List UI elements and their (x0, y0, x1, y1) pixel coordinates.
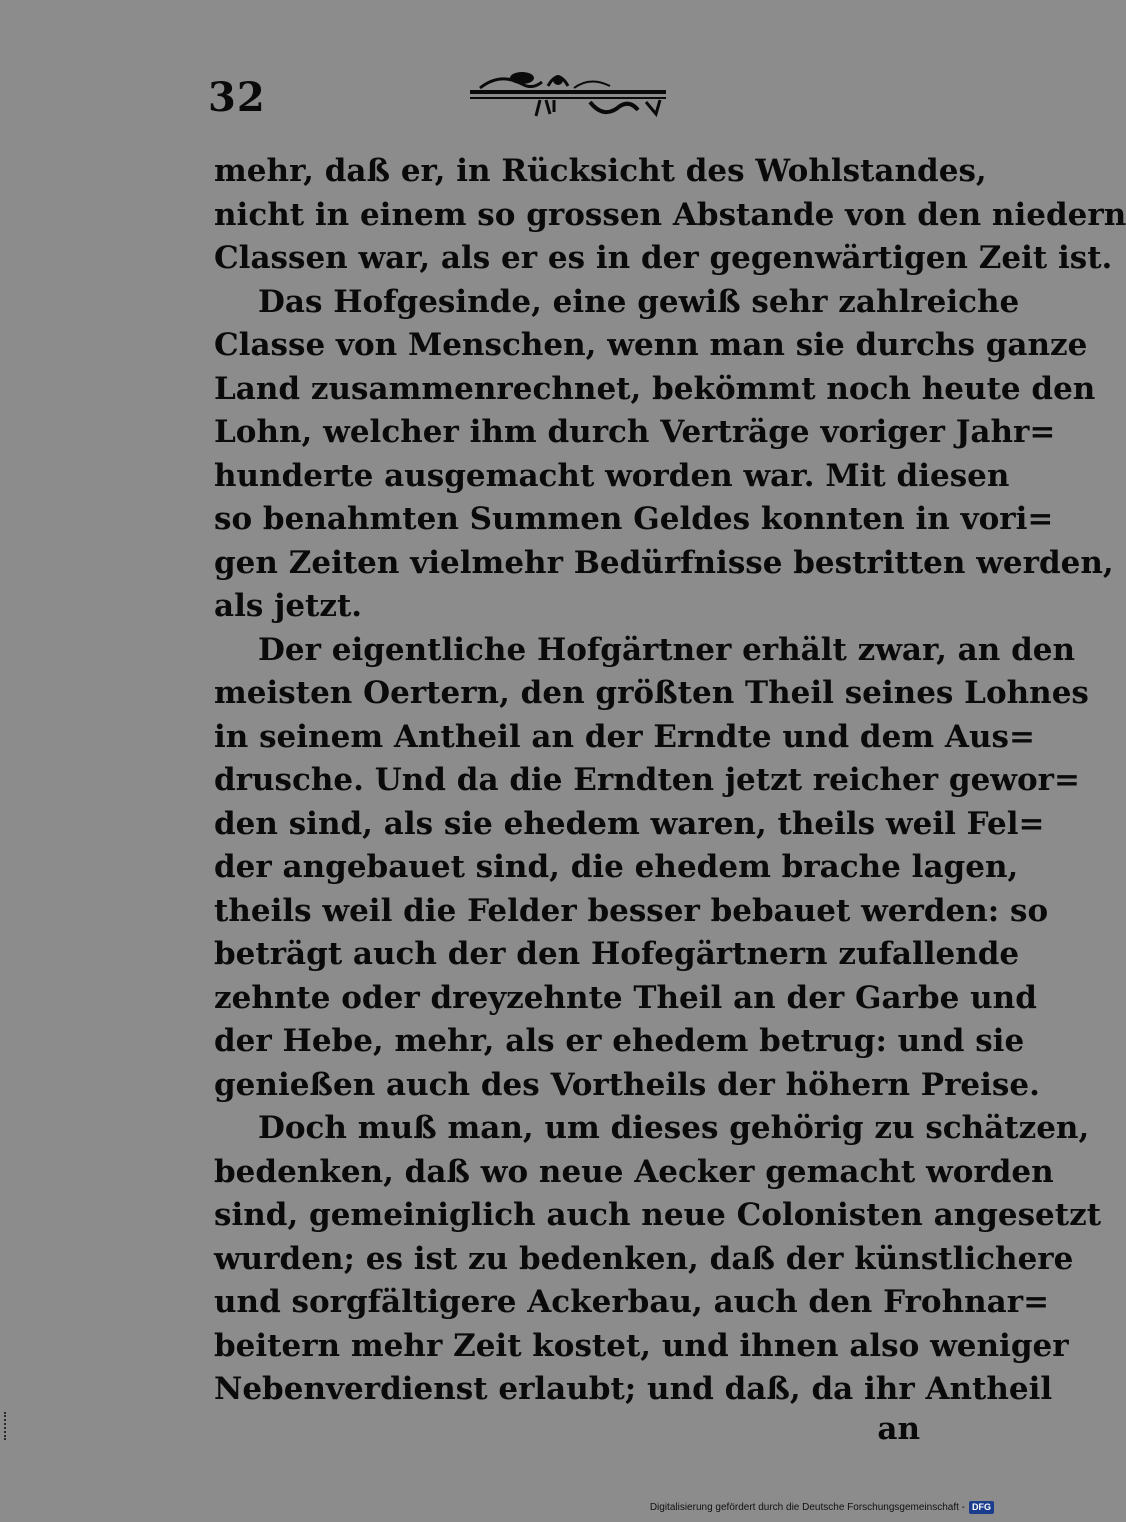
ornament-icon (470, 66, 666, 126)
text-line: beträgt auch der den Hofegärtnern zufallende (214, 936, 1020, 972)
page-header (208, 62, 920, 132)
text-line: der angebauet sind, die ehedem brache lagen, (214, 849, 1019, 885)
text-line: Land zusammenrechnet, bekömmt noch heute den (214, 370, 1096, 407)
text-line: bedenken, daß wo neue Aecker gemacht worden (214, 1153, 1054, 1190)
text-line: den sind, als sie ehedem waren, theils weil Fel= (214, 805, 1045, 842)
page-text (214, 150, 1126, 1412)
text-line: wurden; es ist zu bedenken, daß der künstlichere (214, 1240, 1074, 1277)
text-line: in seinem Antheil an der Erndte und dem Aus= (214, 718, 1035, 755)
footer-credit: Digitalisierung gefördert durch die Deutsche Forschungsgemeinschaft - (649, 1501, 965, 1513)
text-line: nicht in einem so grossen Abstande von den niedern (214, 196, 1126, 233)
text-line: beitern mehr Zeit kostet, und ihnen also weniger (214, 1327, 1069, 1364)
footer (650, 1500, 994, 1514)
text-line: Nebenverdienst erlaubt; und daß, da ihr Antheil (214, 1371, 1053, 1407)
dfg-logo: DFG (969, 1501, 994, 1514)
text-line: Das Hofgesinde, eine gewiß sehr zahlreiche (258, 283, 1020, 320)
text-line: genießen auch des Vortheils der höhern Preise. (214, 1066, 1040, 1103)
text-line: der Hebe, mehr, als er ehedem betrug: und sie (214, 1023, 1025, 1059)
text-line: Der eigentliche Hofgärtner erhält zwar, an den (258, 631, 1076, 668)
text-line: meisten Oertern, den größten Theil seines Lohnes (214, 675, 1089, 711)
text-line: mehr, daß er, in Rücksicht des Wohlstandes, (214, 153, 987, 189)
page-number: 32 (208, 74, 266, 121)
text-line: und sorgfältigere Ackerbau, auch den Frohnar= (214, 1284, 1050, 1320)
text-line: gen Zeiten vielmehr Bedürfnisse bestritten werden, (214, 544, 1114, 581)
text-line: theils weil die Felder besser bebauet werden: so (214, 892, 1049, 929)
catchword: an (877, 1411, 920, 1447)
text-line: drusche. Und da die Erndten jetzt reicher gewor= (214, 762, 1080, 798)
text-line: so benahmten Summen Geldes konnten in vori= (214, 501, 1054, 537)
text-line: Classe von Menschen, wenn man sie durchs ganze (214, 327, 1088, 363)
text-line: als jetzt. (214, 588, 363, 624)
text-line: hunderte ausgemacht worden war. Mit diesen (214, 457, 1010, 494)
text-line: Doch muß man, um dieses gehörig zu schätzen, (258, 1110, 1090, 1146)
text-line: zehnte oder dreyzehnte Theil an der Garbe und (214, 979, 1037, 1016)
text-line: Lohn, welcher ihm durch Verträge voriger Jahr= (214, 414, 1056, 450)
text-line: sind, gemeiniglich auch neue Colonisten angesetzt (214, 1197, 1102, 1233)
text-line: Classen war, als er es in der gegenwärtigen Zeit ist. (214, 240, 1113, 276)
margin-mark (4, 1412, 12, 1440)
